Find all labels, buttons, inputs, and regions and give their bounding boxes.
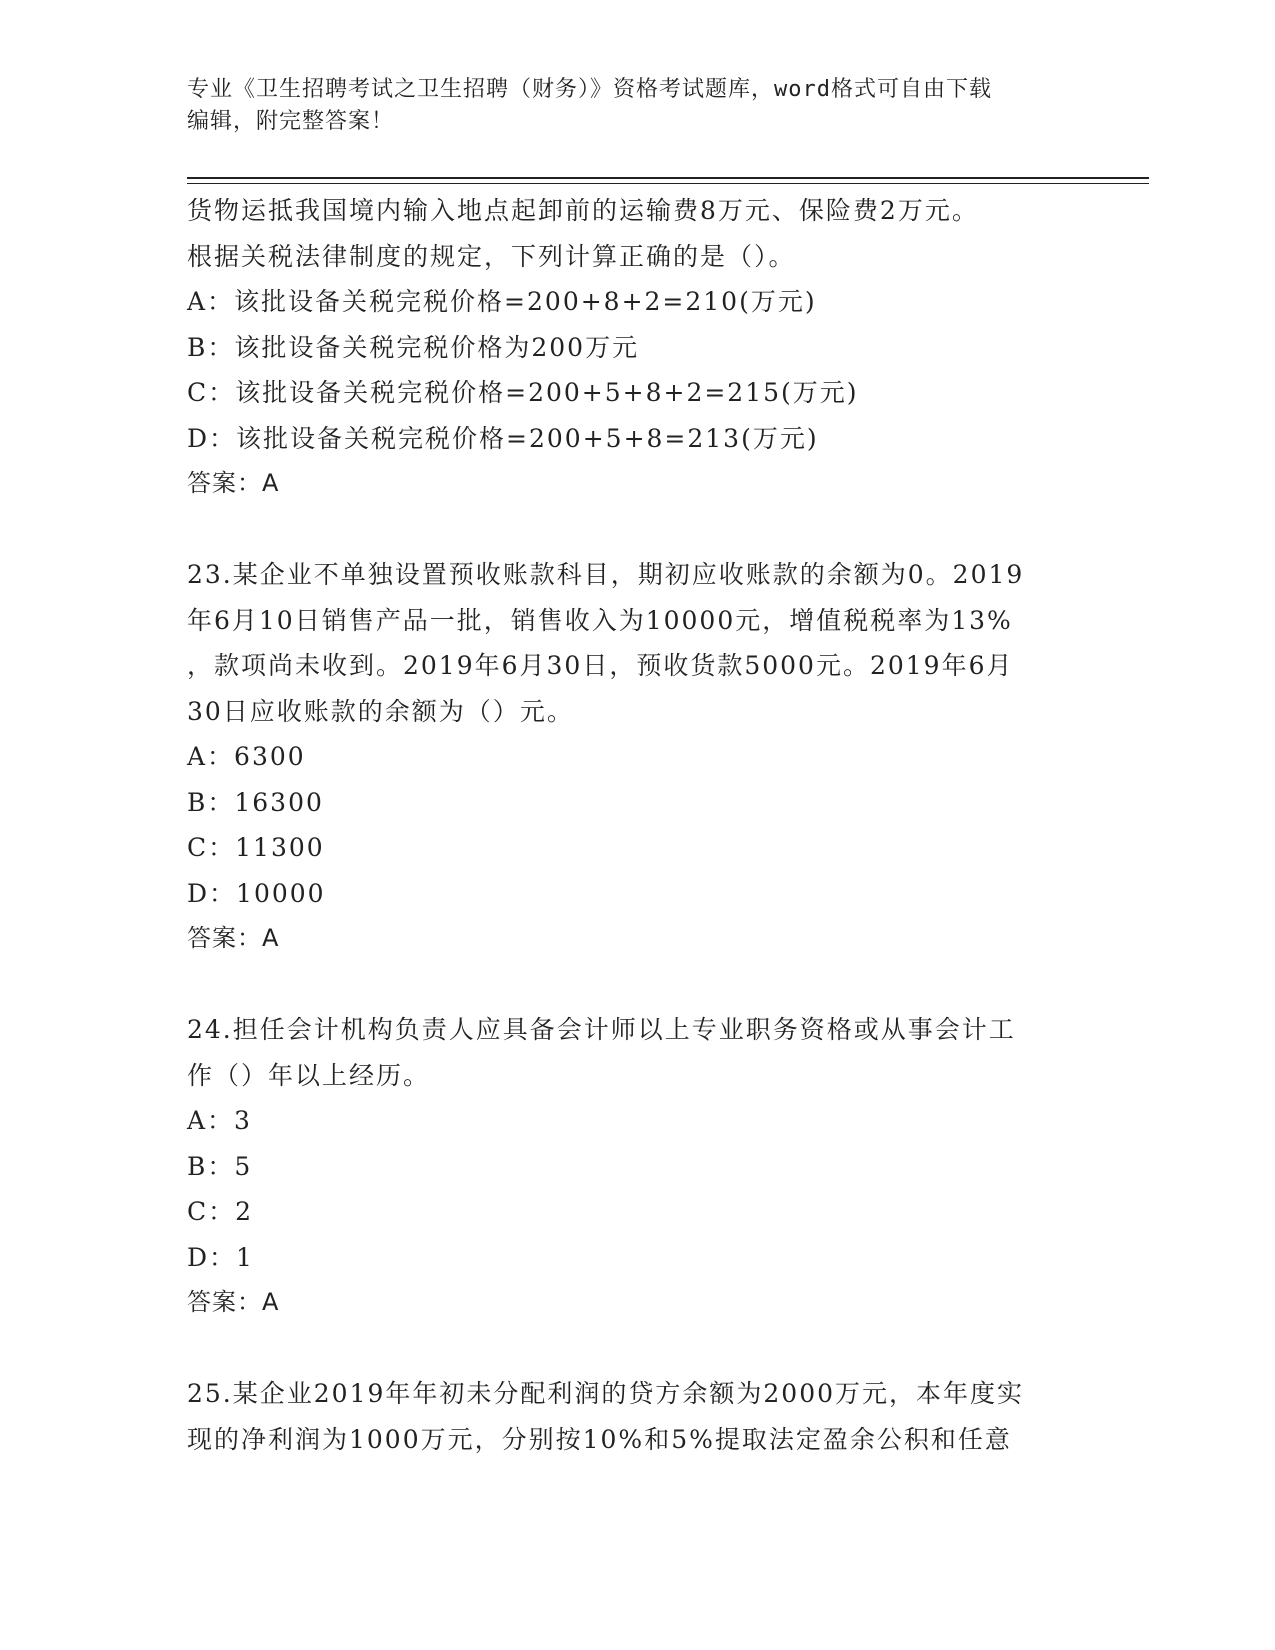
option-d: D：1 xyxy=(187,1242,254,1272)
question-stem-line: 25.某企业2019年年初未分配利润的贷方余额为2000万元，本年度实 xyxy=(187,1379,1025,1408)
option-c: C：2 xyxy=(187,1197,254,1226)
question-stem-line: 23.某企业不单独设置预收账款科目，期初应收账款的余额为0。2019 xyxy=(187,560,1025,589)
answer-label: 答案：A xyxy=(187,469,280,497)
option-a: A：该批设备关税完税价格=200+8+2=210(万元) xyxy=(187,287,817,316)
document-header xyxy=(187,74,1087,138)
option-d: D：该批设备关税完税价格=200+5+8=213(万元) xyxy=(187,423,819,453)
question-stem-line: 货物运抵我国境内输入地点起卸前的运输费8万元、保险费2万元。 xyxy=(187,196,979,225)
option-c: C：11300 xyxy=(187,833,325,862)
option-a: A：3 xyxy=(187,1106,252,1135)
option-a: A：6300 xyxy=(187,742,306,771)
question-stem-line: 24.担任会计机构负责人应具备会计师以上专业职务资格或从事会计工 xyxy=(187,1015,1016,1044)
header-line-2: 编辑，附完整答案！ xyxy=(187,109,395,134)
question-gap xyxy=(187,962,1087,1008)
question-gap xyxy=(187,1326,1087,1372)
question-gap xyxy=(187,507,1087,553)
question-25 xyxy=(187,1371,1087,1462)
question-stem-line: 年6月10日销售产品一批，销售收入为10000元，增值税税率为13% xyxy=(187,605,1013,635)
question-stem-line: 作（）年以上经历。 xyxy=(187,1060,431,1090)
question-list xyxy=(187,188,1087,1462)
header-divider-thin xyxy=(187,183,1149,184)
option-d: D：10000 xyxy=(187,878,326,908)
option-b: B：该批设备关税完税价格为200万元 xyxy=(187,332,640,362)
question-22 xyxy=(187,188,1087,507)
question-stem-line: 30日应收账款的余额为（）元。 xyxy=(187,696,574,726)
answer-label: 答案：A xyxy=(187,924,280,952)
question-24 xyxy=(187,1007,1087,1326)
answer-label: 答案：A xyxy=(187,1288,280,1316)
question-stem-line: 根据关税法律制度的规定，下列计算正确的是（）。 xyxy=(187,241,796,271)
question-23 xyxy=(187,552,1087,962)
option-b: B：5 xyxy=(187,1151,253,1181)
question-stem-line: 现的净利润为1000万元，分别按10%和5%提取法定盈余公积和任意 xyxy=(187,1424,1012,1454)
option-c: C：该批设备关税完税价格=200+5+8+2=215(万元) xyxy=(187,378,859,407)
header-line-1: 专业《卫生招聘考试之卫生招聘（财务）》资格考试题库，word格式可自由下载 xyxy=(187,77,992,102)
header-divider-thick xyxy=(187,177,1149,179)
option-b: B：16300 xyxy=(187,787,324,817)
question-stem-line: ，款项尚未收到。2019年6月30日，预收货款5000元。2019年6月 xyxy=(187,651,1014,680)
